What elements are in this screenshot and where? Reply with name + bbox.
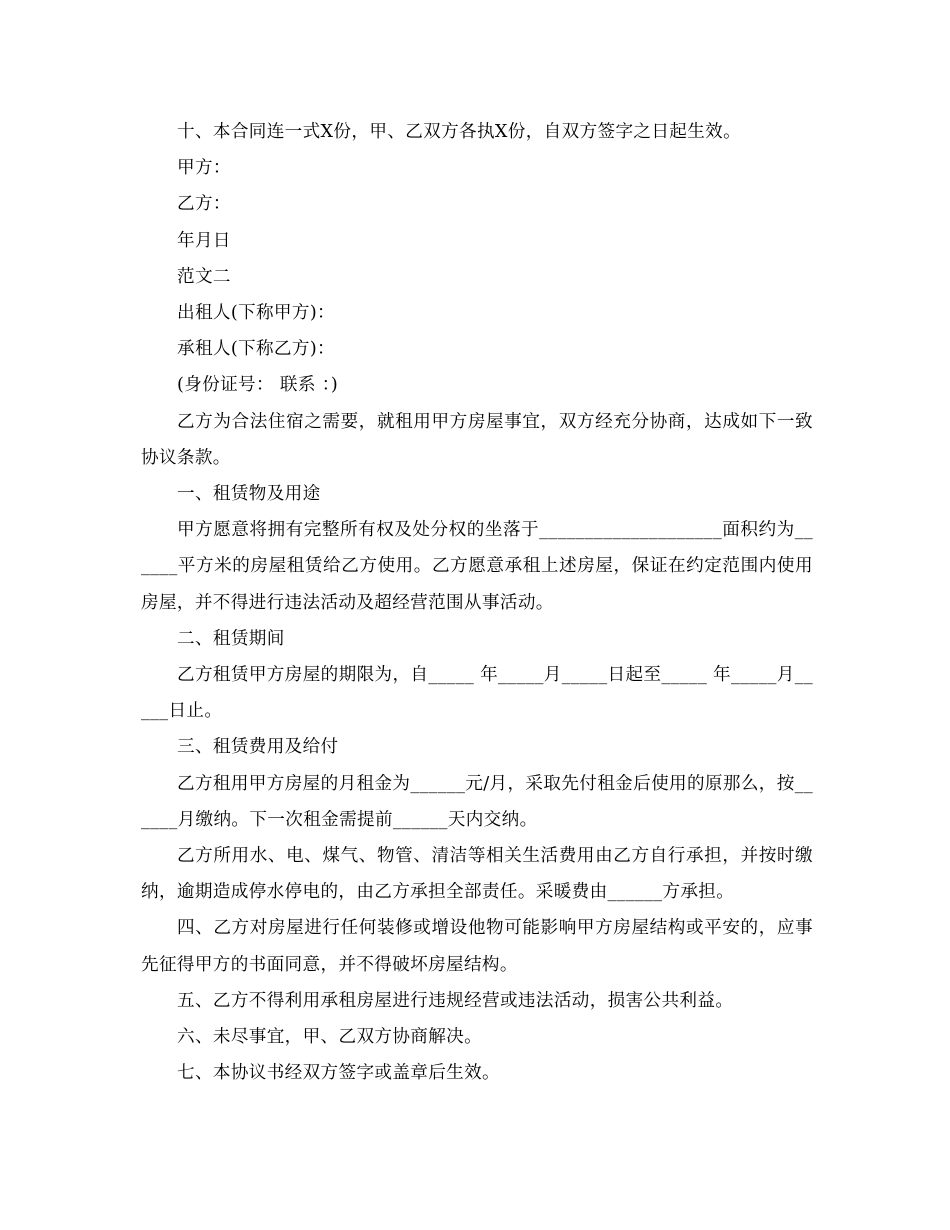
- lessor-line: 出租人(下称甲方)：: [177, 303, 335, 324]
- heading-lease-object: 一、租赁物及用途: [177, 484, 321, 505]
- clause-seven-effective: 七、本协议书经双方签字或盖章后生效。: [177, 1063, 500, 1084]
- clause-ten-copies: 十、本合同连一式X份，甲、乙双方各执X份，自双方签字之日起生效。: [177, 122, 742, 142]
- party-a-signature-label: 甲方：: [177, 158, 231, 179]
- party-b-signature-label: 乙方：: [177, 194, 231, 215]
- clause-four-renovation: 四、乙方对房屋进行任何装修或增设他物可能影响甲方房屋结构或平安的，应事先征得甲方的书面同意，并不得破坏房屋结构。: [141, 918, 813, 975]
- clause-five-illegal-use: 五、乙方不得利用承租房屋进行违规经营或违法活动，损害公共利益。: [177, 990, 734, 1011]
- utilities-paragraph: 乙方所用水、电、煤气、物管、清洁等相关生活费用由乙方自行承担，并按时缴纳，逾期造成停水停电的，由乙方承担全部责任。采暖费由______方承担。: [141, 846, 813, 903]
- heading-lease-period: 二、租赁期间: [177, 628, 285, 649]
- lessee-line: 承租人(下称乙方)：: [177, 339, 335, 360]
- id-contact-line: (身份证号： 联系 ：): [177, 375, 339, 396]
- preamble-paragraph: 乙方为合法住宿之需要，就租用甲方房屋事宜，双方经充分协商，达成如下一致协议条款。: [141, 411, 813, 468]
- lease-object-paragraph: 甲方愿意将拥有完整所有权及处分权的坐落于____________________面积约为______平方米的房屋租赁给乙方使用。乙方愿意承租上述房屋，保证在约定范围内使用房屋，并不得进行违法活动及超经营范围从事活动。: [141, 520, 813, 613]
- heading-rent-payment: 三、租赁费用及给付: [177, 737, 339, 758]
- clause-six-negotiation: 六、未尽事宜，甲、乙双方协商解决。: [177, 1027, 483, 1048]
- lease-period-paragraph: 乙方租赁甲方房屋的期限为，自_____ 年_____月_____日起至_____ 年_____月_____日止。: [141, 665, 813, 722]
- rent-payment-paragraph: 乙方租用甲方房屋的月租金为______元/月，采取先付租金后使用的原那么，按______月缴纳。下一次租金需提前______天内交纳。: [141, 773, 813, 830]
- document-body: [141, 114, 813, 1091]
- date-line: 年月日: [177, 230, 231, 251]
- section-title-sample-two: 范文二: [177, 266, 231, 287]
